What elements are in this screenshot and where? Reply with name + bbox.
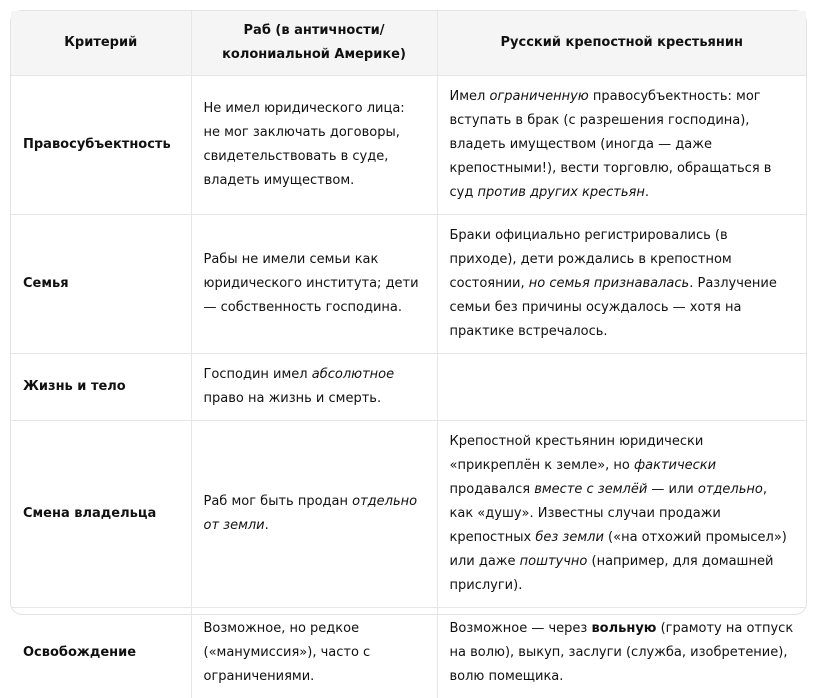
text-segment: (например, для домашней прислуги). (450, 554, 774, 593)
comparison-table-container (10, 10, 807, 615)
bold-text: вольную (591, 621, 656, 636)
slave-cell (191, 354, 437, 421)
table-row (11, 421, 806, 608)
italic-text: отдельно от земли (204, 494, 418, 533)
text-segment: (грамоту на отпуск на волю), выкуп, заслуги (служба, изобретение), волю помещика. (450, 621, 794, 684)
text-segment: . Разлучение семьи без причины осуждалось — хотя на практике встречалось. (450, 276, 777, 339)
table-row (11, 215, 806, 354)
text-segment: . (645, 185, 649, 200)
slave-cell (191, 215, 437, 354)
italic-text: но семья признавалась (529, 276, 689, 291)
table-header-row (11, 11, 806, 76)
italic-text: абсолютное (312, 367, 394, 382)
text-segment: Господин имел (204, 367, 312, 382)
text-segment: Не имел юридического лица: не мог заключать договоры, свидетельствовать в суде, владеть имуществом. (204, 101, 405, 188)
italic-text: вместе с землёй (534, 482, 647, 497)
serf-cell (437, 421, 806, 608)
text-segment: Возможное — через (450, 621, 592, 636)
table-row (11, 354, 806, 421)
text-segment: — или (647, 482, 698, 497)
slave-cell (191, 608, 437, 698)
text-segment: Имел (450, 89, 490, 104)
header-serf: Русский крепостной крестьянин (437, 11, 806, 76)
italic-text: ограниченную (489, 89, 588, 104)
criterion-cell: Смена владельца (11, 421, 191, 608)
slave-cell (191, 421, 437, 608)
italic-text: поштучно (520, 554, 588, 569)
text-segment: правосубъектность: мог вступать в брак (с разрешения господина), владеть имуществом (иногда — даже крепостными!), вести торговлю, обращаться в суд (450, 89, 772, 200)
serf-cell (437, 76, 806, 215)
text-segment: . (265, 518, 269, 533)
criterion-cell: Правосубъектность (11, 76, 191, 215)
comparison-table (11, 11, 806, 698)
text-segment: Раб мог быть продан (204, 494, 353, 509)
table-row (11, 608, 806, 698)
text-segment: продавался (450, 482, 535, 497)
header-criterion: Критерий (11, 11, 191, 76)
text-segment: право на жизнь и смерть. (204, 391, 382, 406)
text-segment: , как «душу». Известны случаи продажи крепостных (450, 482, 767, 545)
criterion-cell: Освобождение (11, 608, 191, 698)
slave-cell (191, 76, 437, 215)
table-row (11, 76, 806, 215)
serf-cell (437, 608, 806, 698)
italic-text: без земли (535, 530, 604, 545)
text-segment: Браки официально регистрировались (в приходе), дети рождались в крепостном состоянии, (450, 228, 732, 291)
italic-text: фактически (634, 458, 716, 473)
text-segment: Рабы не имели семьи как юридического института; дети — собственность господина. (204, 252, 419, 315)
serf-cell (437, 354, 806, 421)
italic-text: против других крестьян (477, 185, 644, 200)
text-segment: («на отхожий промысел») или даже (450, 530, 787, 569)
serf-cell (437, 215, 806, 354)
italic-text: отдельно (698, 482, 763, 497)
criterion-cell: Жизнь и тело (11, 354, 191, 421)
text-segment: Крепостной крестьянин юридически «прикреплён к земле», но (450, 434, 704, 473)
text-segment: Возможное, но редкое («манумиссия»), часто с ограничениями. (204, 621, 371, 684)
header-slave: Раб (в античности/ колониальной Америке) (191, 11, 437, 76)
criterion-cell: Семья (11, 215, 191, 354)
